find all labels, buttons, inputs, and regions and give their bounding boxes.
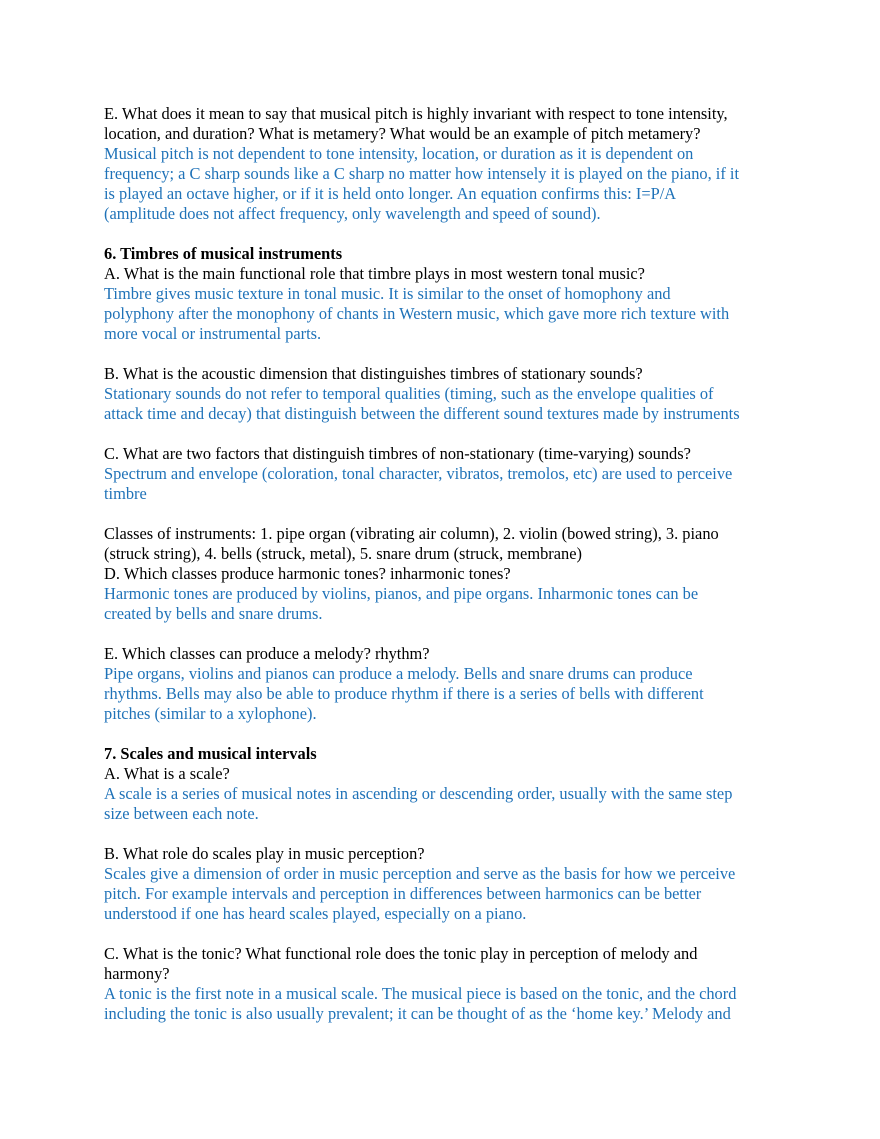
question-line: (struck string), 4. bells (struck, metal), 5. snare drum (struck, membrane) [104,544,582,563]
answer-line: Stationary sounds do not refer to temporal qualities (timing, such as the envelope qualities of [104,384,714,403]
question-7b [104,844,780,864]
answer-line: Scales give a dimension of order in music perception and serve as the basis for how we perceive [104,864,736,883]
answer-line: A tonic is the first note in a musical scale. The musical piece is based on the tonic, and the chord [104,984,737,1003]
question-line: location, and duration? What is metamery? What would be an example of pitch metamery? [104,124,701,143]
answer-line: A scale is a series of musical notes in ascending or descending order, usually with the same step [104,784,733,803]
answer-line: including the tonic is also usually prevalent; it can be thought of as the ‘home key.’ Melody and [104,1004,731,1023]
answer-line: (amplitude does not affect frequency, only wavelength and speed of sound). [104,204,601,223]
answer-line: pitch. For example intervals and perception in differences between harmonics can be better [104,884,702,903]
paragraph-spacer [104,824,780,844]
paragraph-spacer [104,624,780,644]
answer-6b [104,384,780,424]
answer-line: created by bells and snare drums. [104,604,323,623]
paragraph-spacer [104,504,780,524]
answer-line: attack time and decay) that distinguish between the different sound textures made by instruments [104,404,740,423]
question-6e [104,644,780,664]
question-line: D. Which classes produce harmonic tones? inharmonic tones? [104,564,511,583]
answer-7a [104,784,780,824]
answer-line: Musical pitch is not dependent to tone intensity, location, or duration as it is dependent on [104,144,694,163]
answer-5e [104,144,780,224]
question-line: B. What is the acoustic dimension that distinguishes timbres of stationary sounds? [104,364,643,383]
answer-6d [104,584,780,624]
instrument-classes [104,524,780,564]
section-heading-7 [104,744,780,764]
question-line: E. What does it mean to say that musical pitch is highly invariant with respect to tone intensity, [104,104,728,123]
answer-line: understood if one has heard scales played, especially on a piano. [104,904,527,923]
question-line: Classes of instruments: 1. pipe organ (vibrating air column), 2. violin (bowed string), 3. piano [104,524,719,543]
question-line: E. Which classes can produce a melody? rhythm? [104,644,430,663]
question-6d [104,564,780,584]
answer-line: pitches (similar to a xylophone). [104,704,317,723]
answer-line: Timbre gives music texture in tonal music. It is similar to the onset of homophony and [104,284,671,303]
question-6c [104,444,780,464]
answer-line: size between each note. [104,804,259,823]
question-7a [104,764,780,784]
answer-line: Pipe organs, violins and pianos can produce a melody. Bells and snare drums can produce [104,664,693,683]
answer-7c [104,984,780,1024]
answer-line: Harmonic tones are produced by violins, pianos, and pipe organs. Inharmonic tones can be [104,584,699,603]
question-5e [104,104,780,144]
answer-6c [104,464,780,504]
answer-line: timbre [104,484,147,503]
question-line: A. What is a scale? [104,764,230,783]
paragraph-spacer [104,924,780,944]
paragraph-spacer [104,424,780,444]
answer-line: polyphony after the monophony of chants in Western music, which gave more rich texture with [104,304,730,323]
question-line: B. What role do scales play in music perception? [104,844,425,863]
answer-line: Spectrum and envelope (coloration, tonal character, vibratos, tremolos, etc) are used to perceive [104,464,733,483]
document-body [104,104,780,1024]
question-line: C. What is the tonic? What functional role does the tonic play in perception of melody and [104,944,698,963]
answer-line: frequency; a C sharp sounds like a C sharp no matter how intensely it is played on the piano, if it [104,164,740,183]
answer-line: more vocal or instrumental parts. [104,324,322,343]
question-6b [104,364,780,384]
section-heading-6 [104,244,780,264]
section-heading-text: 6. Timbres of musical instruments [104,244,343,263]
answer-6a [104,284,780,344]
paragraph-spacer [104,724,780,744]
question-line: harmony? [104,964,170,983]
answer-line: is played an octave higher, or if it is held onto longer. An equation confirms this: I=P/A [104,184,677,203]
question-line: C. What are two factors that distinguish timbres of non-stationary (time-varying) sounds? [104,444,691,463]
paragraph-spacer [104,344,780,364]
answer-6e [104,664,780,724]
question-line: A. What is the main functional role that timbre plays in most western tonal music? [104,264,645,283]
question-6a [104,264,780,284]
answer-7b [104,864,780,924]
section-heading-text: 7. Scales and musical intervals [104,744,317,763]
paragraph-spacer [104,224,780,244]
question-7c [104,944,780,984]
answer-line: rhythms. Bells may also be able to produce rhythm if there is a series of bells with different [104,684,704,703]
